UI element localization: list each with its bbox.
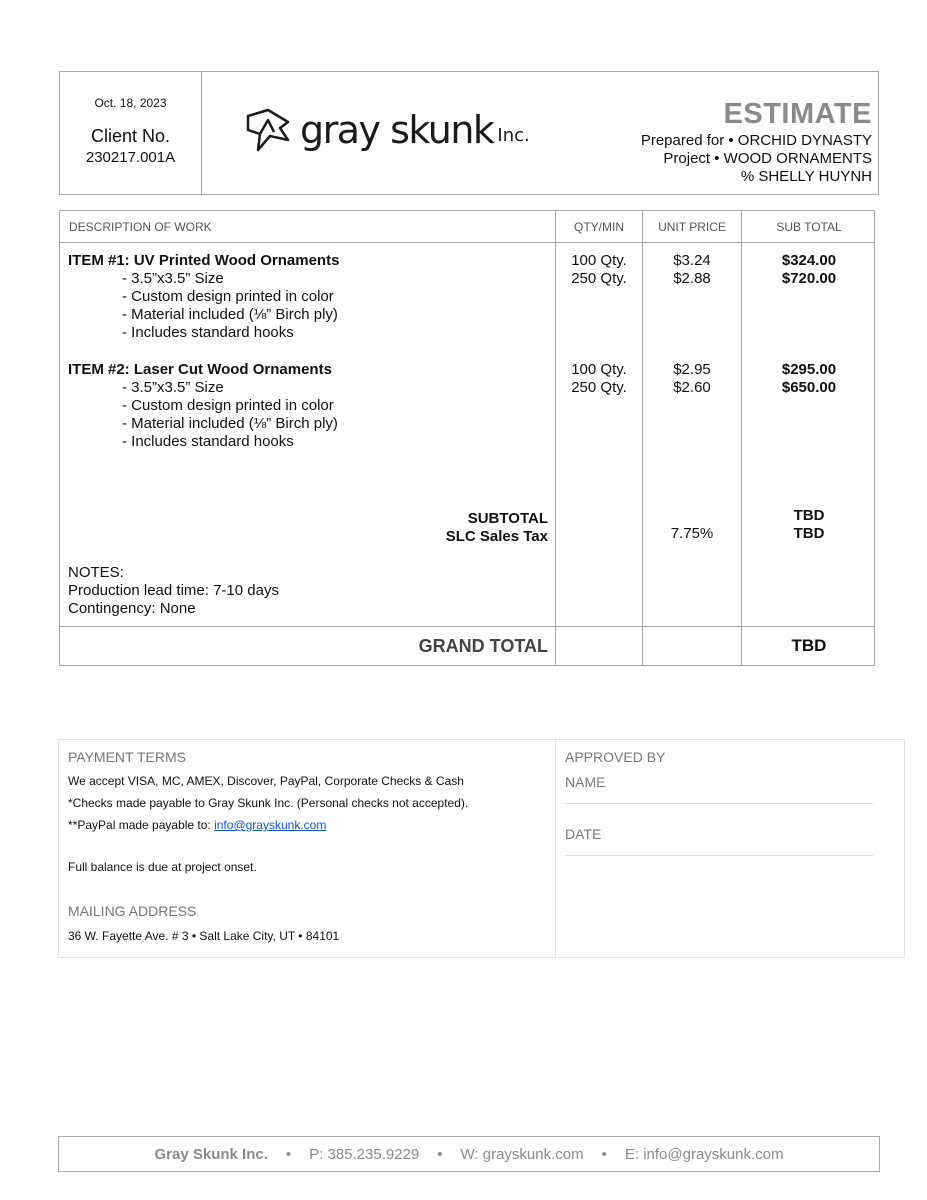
item-1-subtotal: $720.00 [781, 270, 837, 287]
mailing-address: 36 W. Fayette Ave. # 3 • Salt Lake City, UT • 84101 [68, 929, 340, 943]
logo-inc: Inc. [497, 124, 530, 146]
check-note: *Checks made payable to Gray Skunk Inc. (Personal checks not accepted). [68, 796, 469, 810]
estimate-date: Oct. 18, 2023 [94, 96, 167, 110]
estimate-header [59, 71, 879, 195]
item-1-qty: 250 Qty. [571, 270, 627, 287]
balance-note: Full balance is due at project onset. [68, 860, 257, 874]
footer-separator: • [437, 1145, 443, 1163]
column-header-unit-price: UNIT PRICE [658, 220, 726, 234]
item-2-subtotal: $295.00 [781, 361, 837, 378]
item-1-title: ITEM #1: UV Printed Wood Ornaments [68, 252, 340, 269]
notes-line: Contingency: None [68, 600, 196, 617]
paypal-note-label: **PayPal made payable to: [68, 818, 215, 832]
item-2-qty: 250 Qty. [571, 379, 627, 396]
footer [58, 1136, 880, 1172]
subtotal-label: SUBTOTAL [467, 510, 548, 527]
client-number: 230217.001A [85, 149, 176, 166]
column-header-subtotal: SUB TOTAL [776, 220, 842, 234]
footer-separator: • [285, 1145, 292, 1163]
grand-total-value: TBD [791, 636, 827, 655]
footer-company: Gray Skunk Inc. [154, 1145, 268, 1163]
header-row-divider [60, 242, 874, 243]
payment-approval-section [58, 739, 905, 958]
section-divider [555, 740, 556, 957]
item-2-unit-price: $2.60 [673, 379, 711, 396]
project-name: Project • WOOD ORNAMENTS [663, 150, 872, 167]
sales-tax-rate: 7.75% [670, 525, 714, 542]
attention-contact: % SHELLY HUYNH [740, 168, 872, 185]
grand-total-divider [60, 626, 874, 627]
item-2-title: ITEM #2: Laser Cut Wood Ornaments [68, 361, 332, 378]
date-label: DATE [565, 826, 602, 842]
column-header-qty: QTY/MIN [574, 220, 624, 234]
client-number-label: Client No. [90, 126, 171, 146]
item-2-detail: - 3.5”x3.5” Size [122, 379, 224, 396]
item-2-detail: - Custom design printed in color [122, 397, 334, 414]
notes-heading: NOTES: [68, 564, 124, 581]
item-2-unit-price: $2.95 [673, 361, 711, 378]
item-2-subtotal: $650.00 [781, 379, 837, 396]
item-1-detail: - Material included (⅛” Birch ply) [122, 306, 338, 323]
notes-line: Production lead time: 7-10 days [68, 582, 279, 599]
name-signature-line[interactable] [565, 803, 873, 804]
date-signature-line[interactable] [565, 855, 873, 856]
sales-tax-value: TBD [793, 525, 825, 542]
logo-wordmark: gray skunk [300, 108, 494, 152]
footer-web: W: grayskunk.com [460, 1145, 584, 1163]
prepared-for: Prepared for • ORCHID DYNASTY [640, 132, 872, 149]
email-link[interactable]: info@grayskunk.com [214, 818, 327, 832]
item-1-detail: - Includes standard hooks [122, 324, 294, 341]
item-1-subtotal: $324.00 [781, 252, 837, 269]
item-2-detail: - Includes standard hooks [122, 433, 294, 450]
skunk-logo-icon [244, 106, 292, 154]
paypal-note [68, 818, 326, 832]
work-table [59, 210, 875, 666]
client-info-panel [60, 72, 202, 194]
payment-methods: We accept VISA, MC, AMEX, Discover, PayPal, Corporate Checks & Cash [68, 774, 464, 788]
grand-total-label: GRAND TOTAL [418, 636, 548, 656]
item-1-detail: - 3.5”x3.5” Size [122, 270, 224, 287]
mailing-address-heading: MAILING ADDRESS [68, 903, 197, 919]
item-2-detail: - Material included (⅛” Birch ply) [122, 415, 338, 432]
payment-terms-heading: PAYMENT TERMS [68, 749, 186, 765]
item-1-qty: 100 Qty. [571, 252, 627, 269]
approved-by-heading: APPROVED BY [565, 749, 666, 765]
item-1-unit-price: $2.88 [673, 270, 711, 287]
document-title: ESTIMATE [723, 98, 872, 130]
footer-separator: • [601, 1145, 607, 1163]
subtotal-value: TBD [793, 507, 825, 524]
column-header-description: DESCRIPTION OF WORK [69, 220, 212, 234]
item-1-unit-price: $3.24 [673, 252, 711, 269]
sales-tax-label: SLC Sales Tax [445, 528, 548, 545]
item-1-detail: - Custom design printed in color [122, 288, 334, 305]
footer-phone: P: 385.235.9229 [309, 1145, 420, 1163]
name-label: NAME [565, 774, 606, 790]
company-logo [244, 102, 530, 158]
footer-email: E: info@grayskunk.com [624, 1145, 784, 1163]
item-2-qty: 100 Qty. [571, 361, 627, 378]
